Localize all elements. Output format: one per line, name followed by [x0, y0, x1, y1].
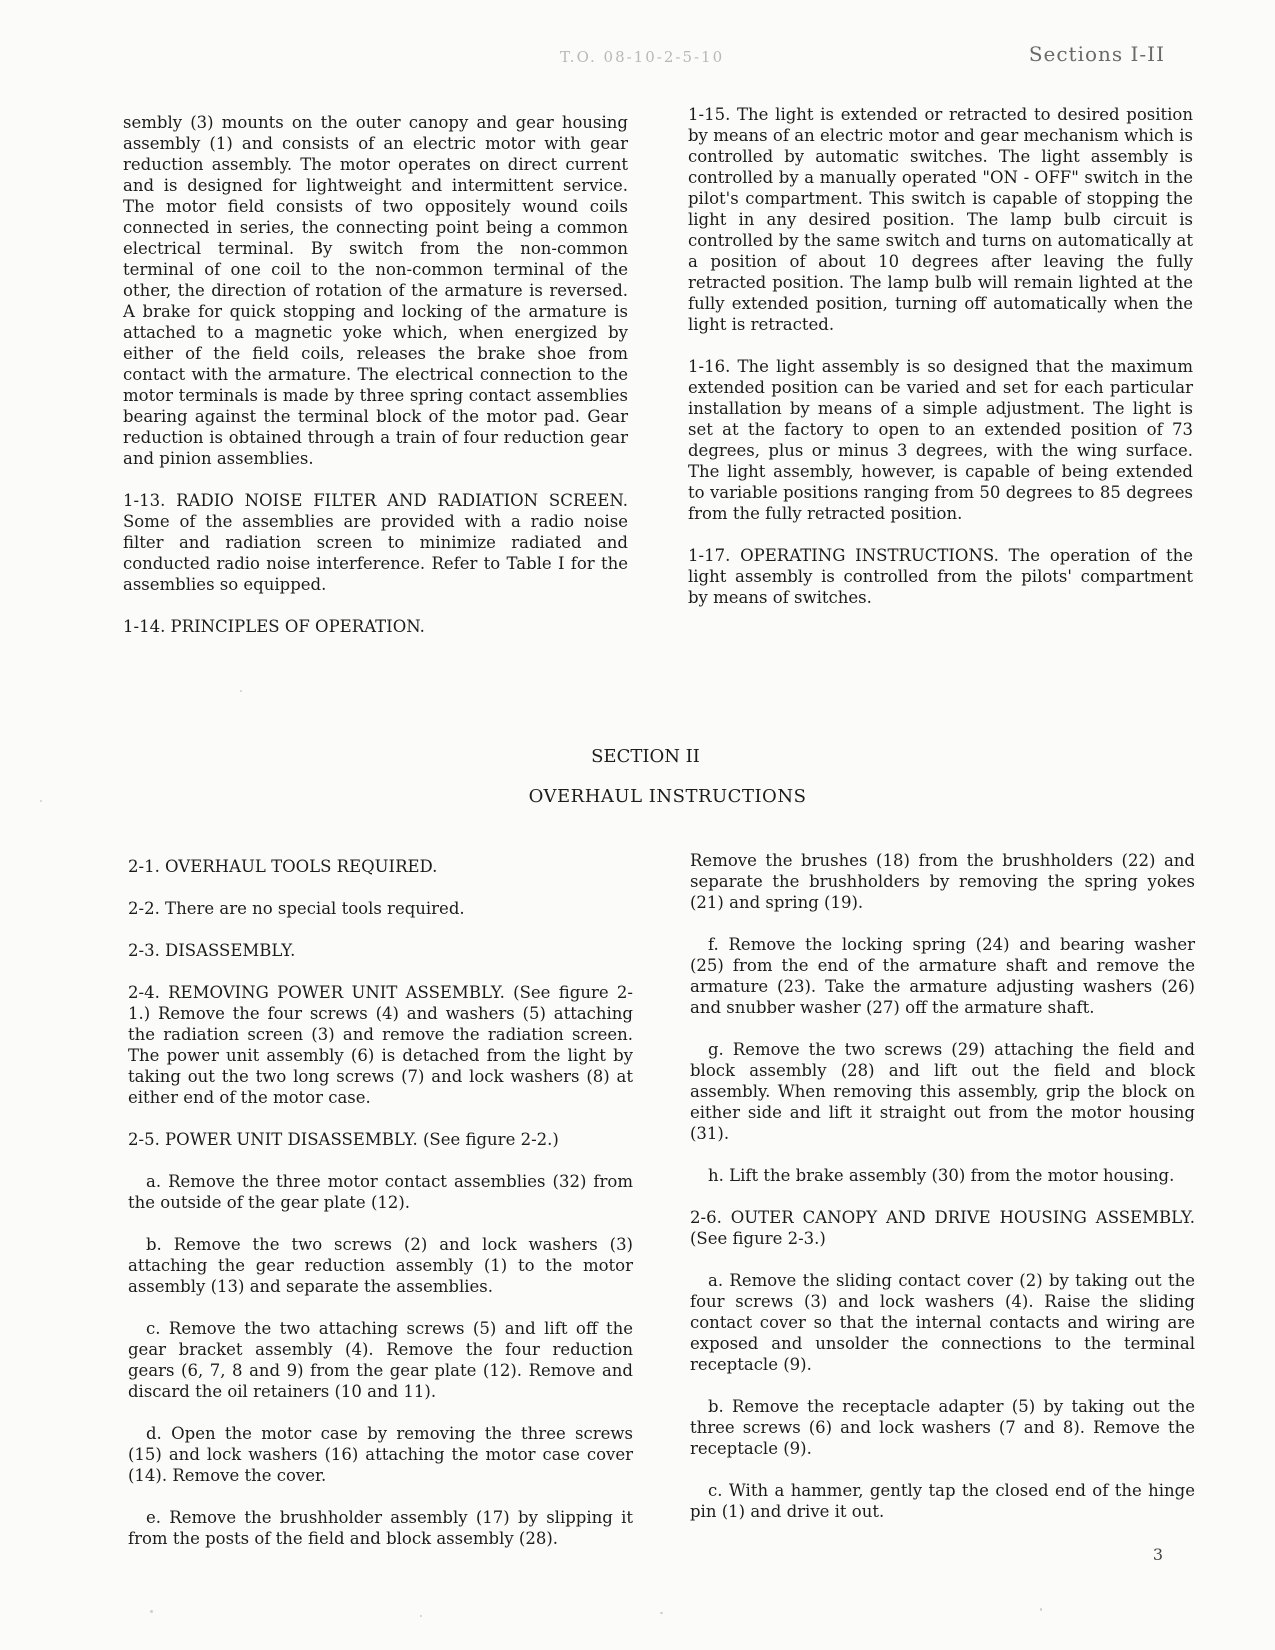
scan-speck — [1040, 1608, 1042, 1611]
step-2-6-b: b. Remove the receptacle adapter (5) by taking out the three screws (6) and lock washers (7 and 8). Remove the receptacle (9). — [690, 1397, 1195, 1458]
step-2-5-e: e. Remove the brushholder assembly (17) by slipping it from the posts of the field and block assembly (28). — [128, 1508, 633, 1548]
paragraph-assembly-description: sembly (3) mounts on the outer canopy and gear housing assembly (1) and consists of an electric motor with gear reduction assembly. The motor operates on direct current and is designed for lightweight and intermittent service. The motor field consists of two oppositely wound coils connected in series, the connecting point being a common electrical terminal. By switch from the non-common terminal of one coil to the non-common terminal of the other, the direction of rotation of the armature is reversed. A brake for quick stopping and locking of the armature is attached to a magnetic yoke which, when energized by either of the field coils, releases the brake shoe from contact with the armature. The electrical connection to the motor terminals is made by three spring contact assemblies bearing against the terminal block of the motor pad. Gear reduction is obtained through a train of four reduction gear and pinion assemblies. — [123, 113, 628, 468]
step-2-5-b: b. Remove the two screws (2) and lock washers (3) attaching the gear reduction assembly (1) to the motor assembly (13) and separate the assemblies. — [128, 1235, 633, 1296]
paragraph-1-14: 1-14. PRINCIPLES OF OPERATION. — [123, 617, 425, 636]
paragraph-1-13: 1-13. RADIO NOISE FILTER AND RADIATION SCREEN. Some of the assemblies are provided with a radio noise filter and radiation screen to minimize radiated and conducted radio noise interference. Refer to Table I for the assemblies so equipped. — [123, 491, 628, 594]
paragraph-2-1: 2-1. OVERHAUL TOOLS REQUIRED. — [128, 857, 438, 876]
step-2-5-f: f. Remove the locking spring (24) and bearing washer (25) from the end of the armature shaft and remove the armature (23). Take the armature adjusting washers (26) and snubber washer (27) off the armature shaft. — [690, 935, 1195, 1017]
paragraph-2-6: 2-6. OUTER CANOPY AND DRIVE HOUSING ASSEMBLY. (See figure 2-3.) — [690, 1208, 1195, 1248]
bottom-left-column — [128, 856, 633, 1570]
step-2-5-h: h. Lift the brake assembly (30) from the motor housing. — [708, 1166, 1175, 1185]
section-heading: OVERHAUL INSTRUCTIONS — [528, 786, 807, 807]
bottom-right-column — [690, 850, 1195, 1543]
step-2-5-a: a. Remove the three motor contact assemblies (32) from the outside of the gear plate (12). — [128, 1172, 633, 1212]
scan-speck — [40, 800, 42, 802]
paragraph-2-4: 2-4. REMOVING POWER UNIT ASSEMBLY. (See figure 2-1.) Remove the four screws (4) and washers (5) attaching the radiation screen (3) and remove the radiation screen. The power unit assembly (6) is detached from the light by taking out the two long screws (7) and lock washers (8) at either end of the motor case. — [128, 983, 633, 1107]
step-2-5-c: c. Remove the two attaching screws (5) and lift off the gear bracket assembly (4). Remove the four reduction gears (6, 7, 8 and 9) from the gear plate (12). Remove and discard the oil retainers (10 and 11). — [128, 1319, 633, 1401]
header-sections: Sections I-II — [1028, 42, 1165, 66]
header-document-code: T.O. 08-10-2-5-10 — [560, 48, 725, 66]
paragraph-2-3: 2-3. DISASSEMBLY. — [128, 941, 296, 960]
paragraph-2-5: 2-5. POWER UNIT DISASSEMBLY. (See figure 2-2.) — [128, 1130, 559, 1149]
top-right-column — [688, 104, 1193, 629]
step-2-6-a: a. Remove the sliding contact cover (2) by taking out the four screws (3) and lock washers (4). Raise the sliding contact cover so that the internal contacts and wiring are exposed and unsolder the connections to the terminal receptacle (9). — [690, 1271, 1195, 1374]
paragraph-1-16: 1-16. The light assembly is so designed that the maximum extended position can be varied and set for each particular installation by means of a simple adjustment. The light is set at the factory to open to an extended position of 73 degrees, plus or minus 3 degrees, with the wing surface. The light assembly, however, is capable of being extended to variable positions ranging from 50 degrees to 85 degrees from the fully retracted position. — [688, 357, 1193, 523]
step-2-6-c: c. With a hammer, gently tap the closed end of the hinge pin (1) and drive it out. — [690, 1481, 1195, 1521]
scan-speck — [420, 1615, 422, 1617]
scan-speck — [660, 1612, 663, 1614]
scan-speck — [240, 690, 242, 692]
paragraph-1-17: 1-17. OPERATING INSTRUCTIONS. The operation of the light assembly is controlled from the pilots' compartment by means of switches. — [688, 546, 1193, 607]
step-2-5-g: g. Remove the two screws (29) attaching the field and block assembly (28) and lift out the field and block assembly. When removing this assembly, grip the block on either side and lift it straight out from the motor housing (31). — [690, 1040, 1195, 1143]
top-left-column — [123, 112, 628, 658]
step-2-5-d: d. Open the motor case by removing the three screws (15) and lock washers (16) attaching the motor case cover (14). Remove the cover. — [128, 1424, 633, 1485]
scan-speck — [150, 1610, 153, 1613]
page-number: 3 — [1152, 1545, 1163, 1564]
section-number: SECTION II — [591, 746, 700, 767]
paragraph-1-15: 1-15. The light is extended or retracted to desired position by means of an electric motor and gear mechanism which is controlled by automatic switches. The light assembly is controlled by a manually operated "ON - OFF" switch in the pilot's compartment. This switch is capable of stopping the light in any desired position. The lamp bulb circuit is controlled by the same switch and turns on automatically at a position of about 10 degrees after leaving the fully retracted position. The lamp bulb will remain lighted at the fully extended position, turning off automatically when the light is retracted. — [688, 105, 1193, 334]
step-2-5-e-continued: Remove the brushes (18) from the brushholders (22) and separate the brushholders by removing the spring yokes (21) and spring (19). — [690, 851, 1195, 912]
paragraph-2-2: 2-2. There are no special tools required. — [128, 899, 465, 918]
